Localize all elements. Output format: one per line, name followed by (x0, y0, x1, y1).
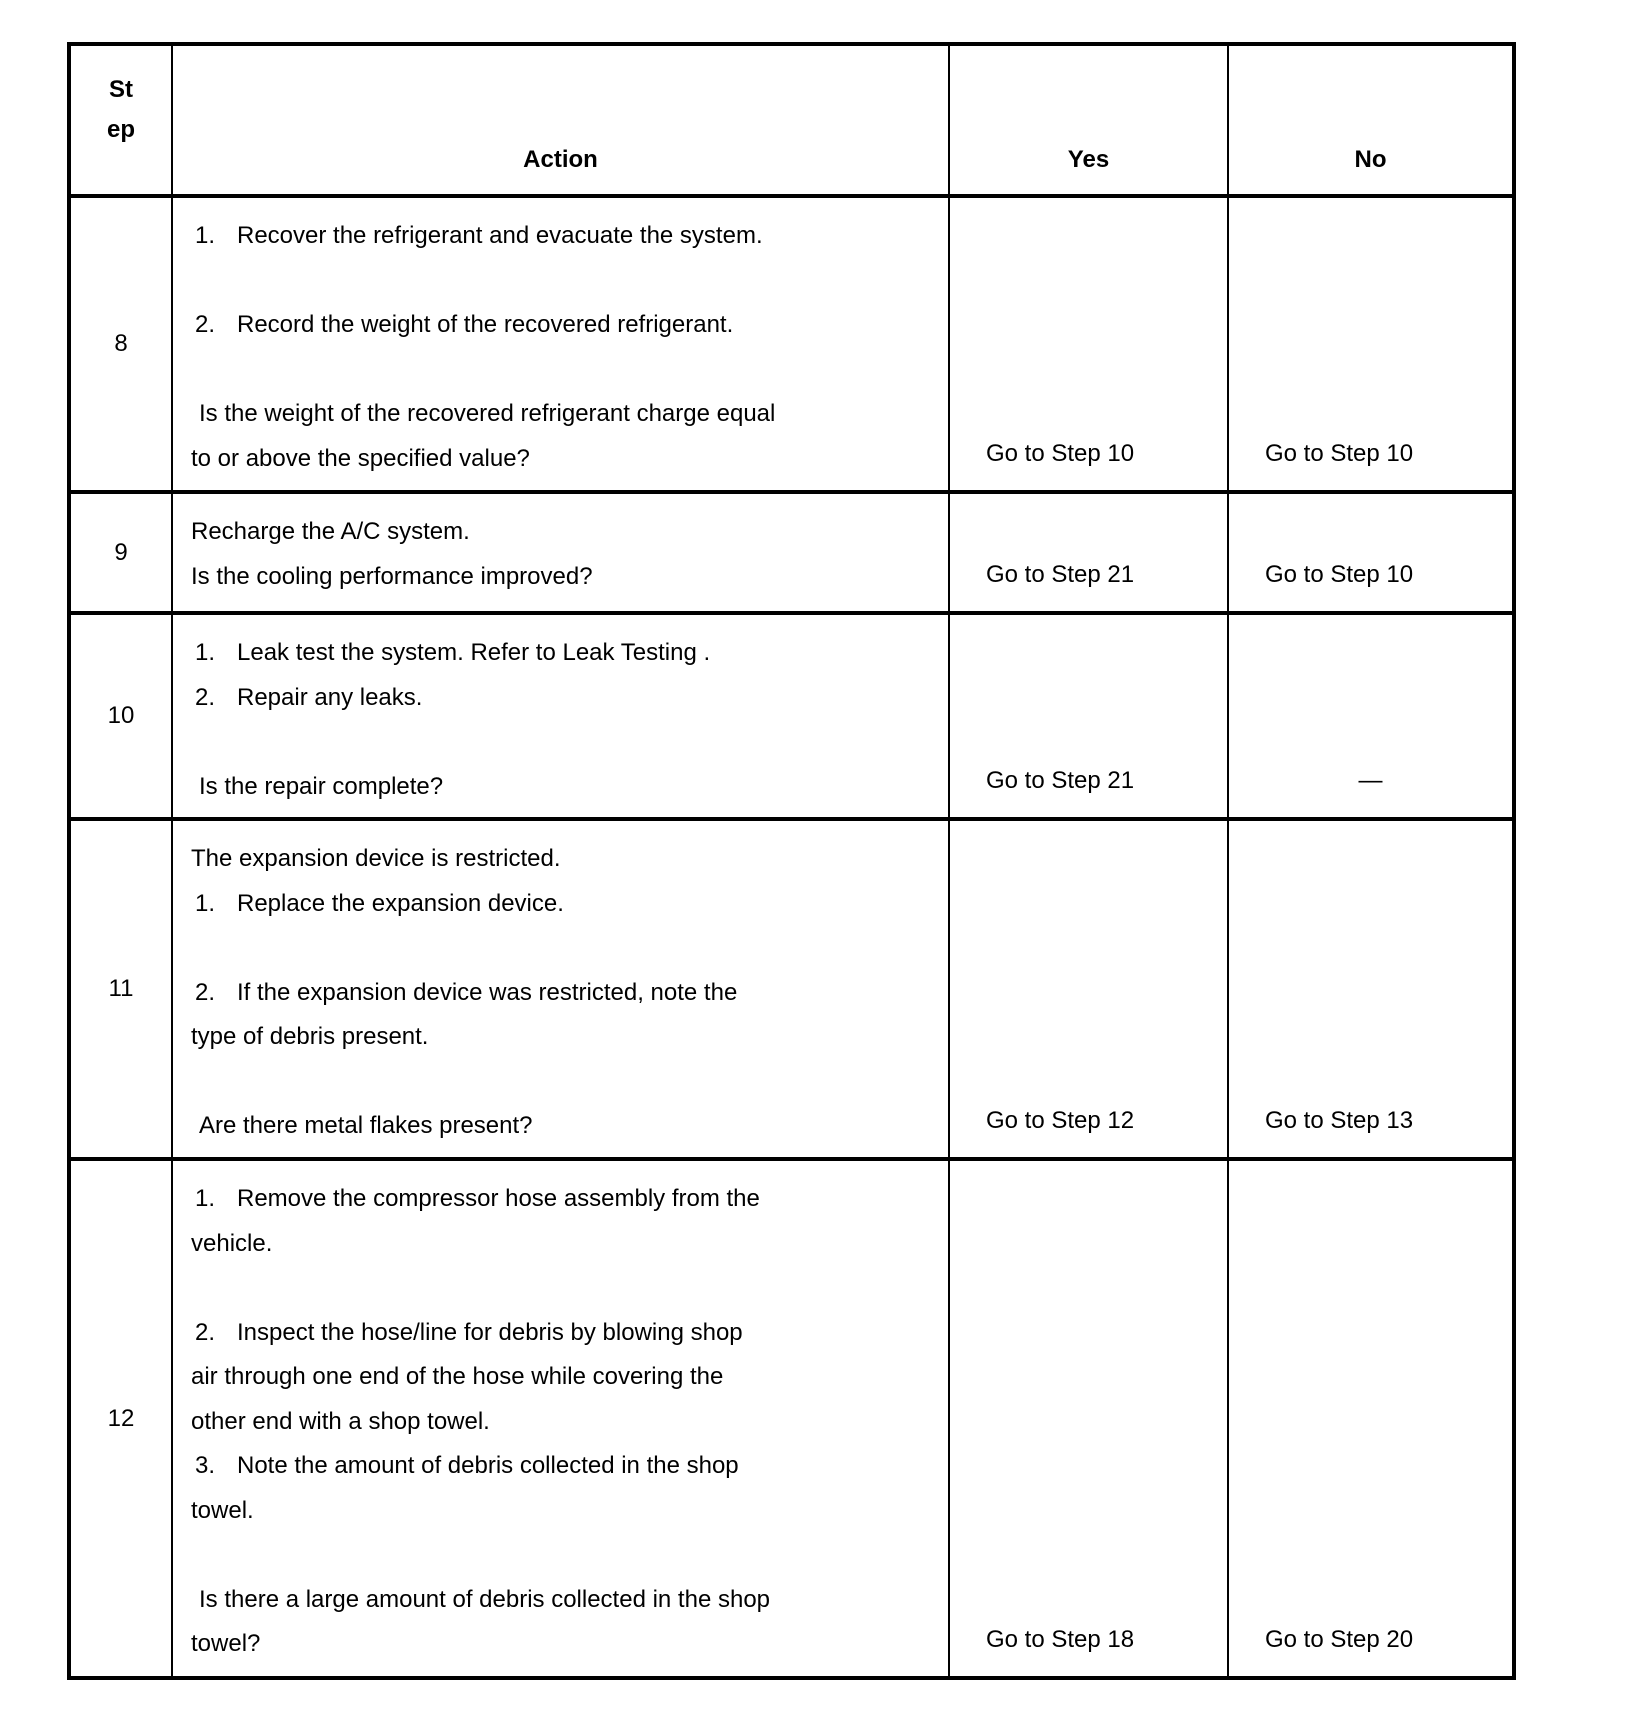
header-step-line1: St (109, 76, 133, 103)
action-line (191, 1104, 934, 1149)
item-number: 2. (195, 311, 216, 338)
no-result: Go to Step 10 (1265, 439, 1414, 467)
action-line (191, 676, 934, 721)
action-line (191, 555, 934, 600)
diagnostic-steps-table (67, 42, 1516, 1680)
action-text: Is the weight of the recovered refrigerant charge equal (199, 400, 776, 427)
item-number: 2. (195, 1318, 216, 1346)
no-result: Go to Step 13 (1265, 1106, 1414, 1134)
action-text: Recover the refrigerant and evacuate the system. (237, 222, 763, 249)
action-text: type of debris present. (191, 1023, 429, 1050)
action-line (191, 1444, 934, 1489)
yes-result: Go to Step 21 (986, 560, 1135, 588)
table-row (69, 613, 1514, 819)
action-line (191, 1311, 934, 1356)
action-line (191, 392, 934, 437)
no-cell (1228, 1159, 1514, 1678)
action-text: Remove the compressor hose assembly from the (237, 1185, 760, 1212)
action-text: Record the weight of the recovered refrigerant. (237, 311, 734, 338)
action-line (191, 214, 934, 259)
action-line (191, 437, 934, 482)
action-cell (172, 492, 949, 613)
action-text: vehicle. (191, 1229, 273, 1257)
action-line (191, 837, 934, 882)
yes-cell (949, 196, 1228, 492)
no-cell (1228, 613, 1514, 819)
step-number: 11 (69, 819, 172, 1159)
step-number: 12 (69, 1159, 172, 1678)
action-cell (172, 1159, 949, 1678)
header-step-line2: ep (106, 116, 135, 143)
action-text: Note the amount of debris collected in the shop (237, 1452, 739, 1479)
item-number: 2. (195, 978, 216, 1006)
yes-cell (949, 1159, 1228, 1678)
no-cell (1228, 492, 1514, 613)
action-text: If the expansion device was restricted, note the (237, 978, 738, 1006)
header-action (172, 44, 949, 196)
action-text: Recharge the A/C system. (191, 518, 470, 545)
no-cell (1228, 196, 1514, 492)
step-number: 8 (69, 196, 172, 492)
action-text: Repair any leaks. (237, 683, 423, 711)
action-text: other end with a shop towel. (191, 1407, 490, 1435)
no-result: — (1358, 766, 1383, 794)
action-line (191, 1355, 934, 1400)
action-text: Is the repair complete? (199, 772, 444, 800)
header-yes-label: Yes (1067, 146, 1110, 173)
action-line (191, 1015, 934, 1060)
yes-cell (949, 492, 1228, 613)
item-number: 1. (195, 222, 216, 249)
header-action-label: Action (523, 146, 598, 173)
action-text: air through one end of the hose while covering the (191, 1363, 724, 1390)
table-row (69, 196, 1514, 492)
action-text: towel. (191, 1496, 254, 1524)
action-text: Are there metal flakes present? (199, 1112, 533, 1139)
action-text: The expansion device is restricted. (191, 845, 561, 872)
table-header-row (69, 44, 1514, 196)
action-cell (172, 819, 949, 1159)
header-step (69, 44, 172, 196)
action-line (191, 1622, 934, 1667)
action-line (191, 259, 934, 304)
action-line (191, 765, 934, 810)
table-row (69, 492, 1514, 613)
action-text: Is the cooling performance improved? (191, 562, 593, 590)
step-number: 10 (69, 613, 172, 819)
yes-result: Go to Step 12 (986, 1106, 1135, 1134)
action-text: towel? (191, 1630, 261, 1657)
yes-result: Go to Step 18 (986, 1625, 1135, 1653)
action-line (191, 1489, 934, 1534)
action-line (191, 631, 934, 676)
header-yes (949, 44, 1228, 196)
action-cell (172, 613, 949, 819)
item-number: 1. (195, 889, 216, 917)
yes-cell (949, 819, 1228, 1159)
table-row (69, 819, 1514, 1159)
action-line (191, 1222, 934, 1267)
item-number: 2. (195, 683, 216, 711)
yes-result: Go to Step 21 (986, 766, 1135, 794)
action-line (191, 926, 934, 971)
action-line (191, 971, 934, 1016)
action-text: Is there a large amount of debris collected in the shop (199, 1585, 771, 1613)
item-number: 1. (195, 1185, 216, 1212)
action-line (191, 720, 934, 765)
action-line (191, 1266, 934, 1311)
no-result: Go to Step 10 (1265, 560, 1414, 588)
action-text: to or above the specified value? (191, 444, 530, 472)
no-result: Go to Step 20 (1265, 1625, 1414, 1653)
action-text: Inspect the hose/line for debris by blowing shop (237, 1318, 743, 1346)
action-line (191, 1578, 934, 1623)
action-line (191, 348, 934, 393)
yes-result: Go to Step 10 (986, 439, 1135, 467)
action-line (191, 303, 934, 348)
action-line (191, 510, 934, 555)
item-number: 3. (195, 1452, 216, 1479)
step-number: 9 (69, 492, 172, 613)
table-row (69, 1159, 1514, 1678)
yes-cell (949, 613, 1228, 819)
header-no (1228, 44, 1514, 196)
action-line (191, 1060, 934, 1105)
action-line (191, 1400, 934, 1445)
item-number: 1. (195, 639, 216, 666)
header-no-label: No (1354, 146, 1387, 173)
action-line (191, 1177, 934, 1222)
action-text: Replace the expansion device. (237, 889, 564, 917)
action-text: Leak test the system. Refer to Leak Testing . (237, 639, 711, 666)
no-cell (1228, 819, 1514, 1159)
action-line (191, 1533, 934, 1578)
action-cell (172, 196, 949, 492)
action-line (191, 882, 934, 927)
